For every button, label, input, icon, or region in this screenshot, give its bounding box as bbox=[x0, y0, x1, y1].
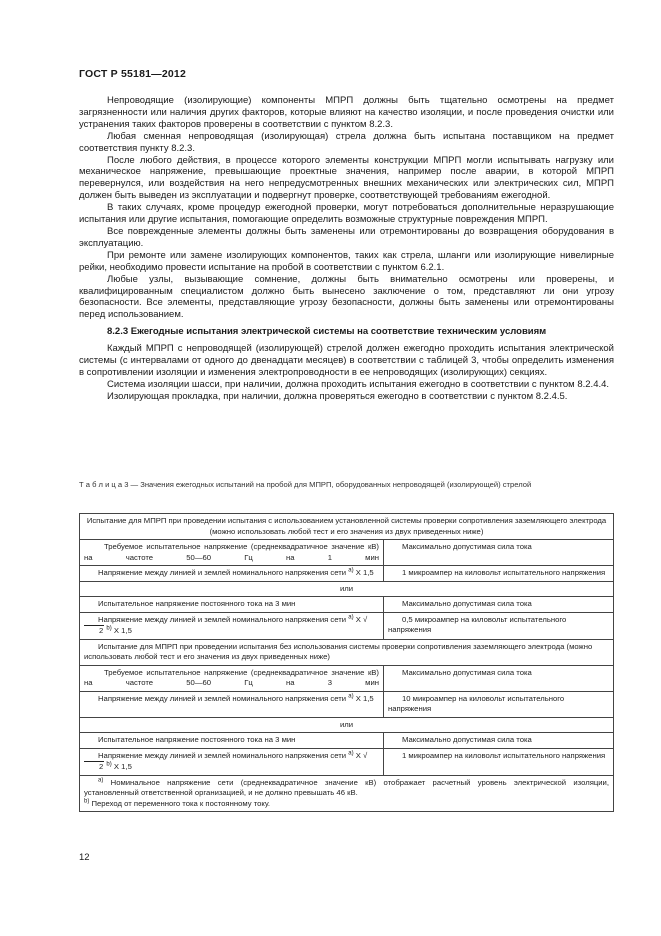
footnote-mark: b) bbox=[106, 761, 112, 768]
sqrt-value: 2 bbox=[84, 761, 104, 771]
table-cell bbox=[80, 566, 384, 582]
cell-text: Х 1,5 bbox=[113, 626, 132, 635]
paragraph: При ремонте или замене изолирующих компонентов, таких как стрела, шланги или изолирующие нивелирные рейки, необходимо провести испытание на пробой в соответствии с пунктом 6.2.1. bbox=[79, 249, 614, 273]
table-cell: Испытательное напряжение постоянного тока на 3 мин bbox=[80, 733, 384, 749]
footnote-mark: а) bbox=[348, 613, 354, 620]
cell-text: Напряжение между линией и землей номинального напряжения сети bbox=[98, 750, 347, 760]
paragraph: Изолирующая прокладка, при наличии, должна проверяться ежегодно в соответствии с пунктом 8.2.4.5. bbox=[107, 390, 568, 402]
footnote-mark: а) bbox=[348, 567, 354, 574]
table-or-row: или bbox=[80, 717, 614, 733]
cell-text: Х bbox=[355, 750, 361, 760]
document-header: ГОСТ Р 55181—2012 bbox=[79, 68, 187, 80]
table-cell: Напряжение между линией и землей номинального напряжения сети $^{а)}$ Х √2 $^{b)}$ Х 1,5 bbox=[80, 748, 384, 775]
table-row bbox=[80, 691, 614, 717]
footnote-text: Номинальное напряжение сети (среднеквадратичное значение кВ) отображает расчетный уровень электрической изоляции, установленный ответственной организацией, и не должно превышать 46 кВ. bbox=[84, 777, 609, 797]
table-row bbox=[80, 733, 614, 749]
table-cell: 0,5 микроампер на киловольт испытательного напряжения bbox=[384, 612, 614, 639]
cell-text: Х 1,5 bbox=[355, 568, 374, 577]
page-number: 12 bbox=[79, 852, 90, 863]
table-cell: 1 микроампер на киловольт испытательного напряжения bbox=[384, 748, 614, 775]
table-cell: Максимально допустимая сила тока bbox=[384, 540, 614, 566]
table-row bbox=[80, 717, 614, 733]
cell-text: Напряжение между линией и землей номинального напряжения сети bbox=[98, 614, 347, 624]
table-cell bbox=[80, 691, 384, 717]
table-or-row: или bbox=[80, 581, 614, 597]
table-row bbox=[80, 665, 614, 691]
table-row bbox=[80, 566, 614, 582]
table-cell: Требуемое испытательное напряжение (среднеквадратичное значение кВ) на частоте 50—60 Гц на 3 мин bbox=[80, 665, 384, 691]
paragraph: Система изоляции шасси, при наличии, должна проходить испытания ежегодно в соответствии с пунктом 8.2.4.4. bbox=[107, 378, 610, 390]
table-cell: Требуемое испытательное напряжение (среднеквадратичное значение кВ) на частоте 50—60 Гц на 1 мин bbox=[80, 540, 384, 566]
footnote-mark: b) bbox=[106, 625, 112, 632]
table-cell: Испытательное напряжение постоянного тока на 3 мин bbox=[80, 597, 384, 613]
cell-text: Х bbox=[355, 614, 361, 624]
table-row bbox=[80, 748, 614, 775]
cell-text: Х 1,5 bbox=[113, 762, 132, 771]
test-values-table bbox=[79, 513, 614, 812]
footnote-text: Переход от переменного тока к постоянному току. bbox=[91, 798, 271, 808]
cell-text: Напряжение между линией и землей номинального напряжения сети bbox=[98, 693, 347, 703]
paragraph: Все поврежденные элементы должны быть заменены или отремонтированы до возвращения оборудования в эксплуатацию. bbox=[79, 225, 614, 249]
table-section-header bbox=[80, 514, 614, 540]
table-cell: Максимально допустимая сила тока bbox=[384, 665, 614, 691]
paragraph: После любого действия, в процессе которого элементы конструкции МПРП могли испытывать нагрузку или механическое напряжение, превышающие проектные значения, например после аварии, в которой МПРП перевернулся, или воздействия на него непредусмотренных внешних механических или электрических сил, МПРП должен быть выведен из эксплуатации и подвергнут проверке, соответствующей требованиям ежегодной. bbox=[79, 154, 614, 202]
table-cell: 1 микроампер на киловольт испытательного напряжения bbox=[384, 566, 614, 582]
footnote-mark: а) bbox=[348, 749, 354, 756]
paragraph: В таких случаях, кроме процедур ежегодной проверки, могут потребоваться дополнительные неразрушающие испытания или другие испытания, помогающие определить возможные структурные повреждения МПРП. bbox=[79, 202, 614, 226]
cell-text: Напряжение между линией и землей номинального напряжения сети bbox=[98, 568, 347, 577]
table-row bbox=[80, 581, 614, 597]
table-row bbox=[80, 612, 614, 639]
table-row bbox=[80, 639, 614, 665]
table-notes bbox=[80, 775, 614, 812]
section-subtitle: (можно использовать любой тест и его значения из двух приведенных ниже) bbox=[209, 526, 484, 536]
table-cell: Максимально допустимая сила тока bbox=[384, 733, 614, 749]
table-row bbox=[80, 775, 614, 812]
section-title: Испытание для МПРП при проведении испытания с использованием установленной системы проверки сопротивления заземляющего электрода bbox=[86, 516, 607, 525]
footnote-mark: а) bbox=[348, 692, 354, 699]
paragraph: Любая сменная непроводящая (изолирующая) стрела должна быть испытана поставщиком на предмет соответствия пункту 8.2.3. bbox=[79, 130, 614, 154]
body-text bbox=[79, 95, 614, 403]
paragraph: Непроводящие (изолирующие) компоненты МПРП должны быть тщательно осмотрены на предмет загрязненности или наличия других факторов, которые влияют на качество изоляции, и после проведения очистки или устранения таких факторов проверены в соответствии с пунктом 8.2.3. bbox=[79, 95, 614, 130]
footnote-mark: b) bbox=[84, 797, 90, 804]
sqrt-value: 2 bbox=[84, 625, 104, 635]
table-caption: Т а б л и ц а 3 — Значения ежегодных испытаний на пробой для МПРП, оборудованных непроводящей (изолирующей) стрелой bbox=[79, 480, 532, 489]
table-cell: Напряжение между линией и землей номинального напряжения сети $^{а)}$ Х √2 $^{b)}$ Х 1,5 bbox=[80, 612, 384, 639]
paragraph: Каждый МПРП с непроводящей (изолирующей) стрелой должен ежегодно проходить испытания электрической системы (с интервалами от одного до двенадцати месяцев) в соответствии с таблицей 3, чтобы определить изменения в сопротивлении изоляции и изменения электропроводности в ее непроводящих (изолирующих) секциях. bbox=[79, 343, 614, 378]
section-heading: 8.2.3 Ежегодные испытания электрической системы на соответствие техническим условиям bbox=[107, 326, 547, 338]
footnote-mark: а) bbox=[98, 776, 104, 783]
cell-text: Х 1,5 bbox=[355, 693, 374, 703]
table-row bbox=[80, 597, 614, 613]
table-row bbox=[80, 514, 614, 540]
table-row bbox=[80, 540, 614, 566]
paragraph: Любые узлы, вызывающие сомнение, должны быть внимательно осмотрены или проверены, и квалифицированным специалистом должно быть вынесено заключение о том, представляют ли они угрозу безопасности. Все элементы, представляющие угрозу безопасности, должны быть заменены или отремонтированы перед использованием. bbox=[79, 273, 614, 321]
table-section-header: Испытание для МПРП при проведении испытания без использования системы проверки сопротивления заземляющего электрода (можно использовать любой тест и его значения из двух приведенных ниже) bbox=[80, 639, 614, 665]
table-cell: 10 микроампер на киловольт испытательного напряжения bbox=[384, 691, 614, 717]
table-cell: Максимально допустимая сила тока bbox=[384, 597, 614, 613]
